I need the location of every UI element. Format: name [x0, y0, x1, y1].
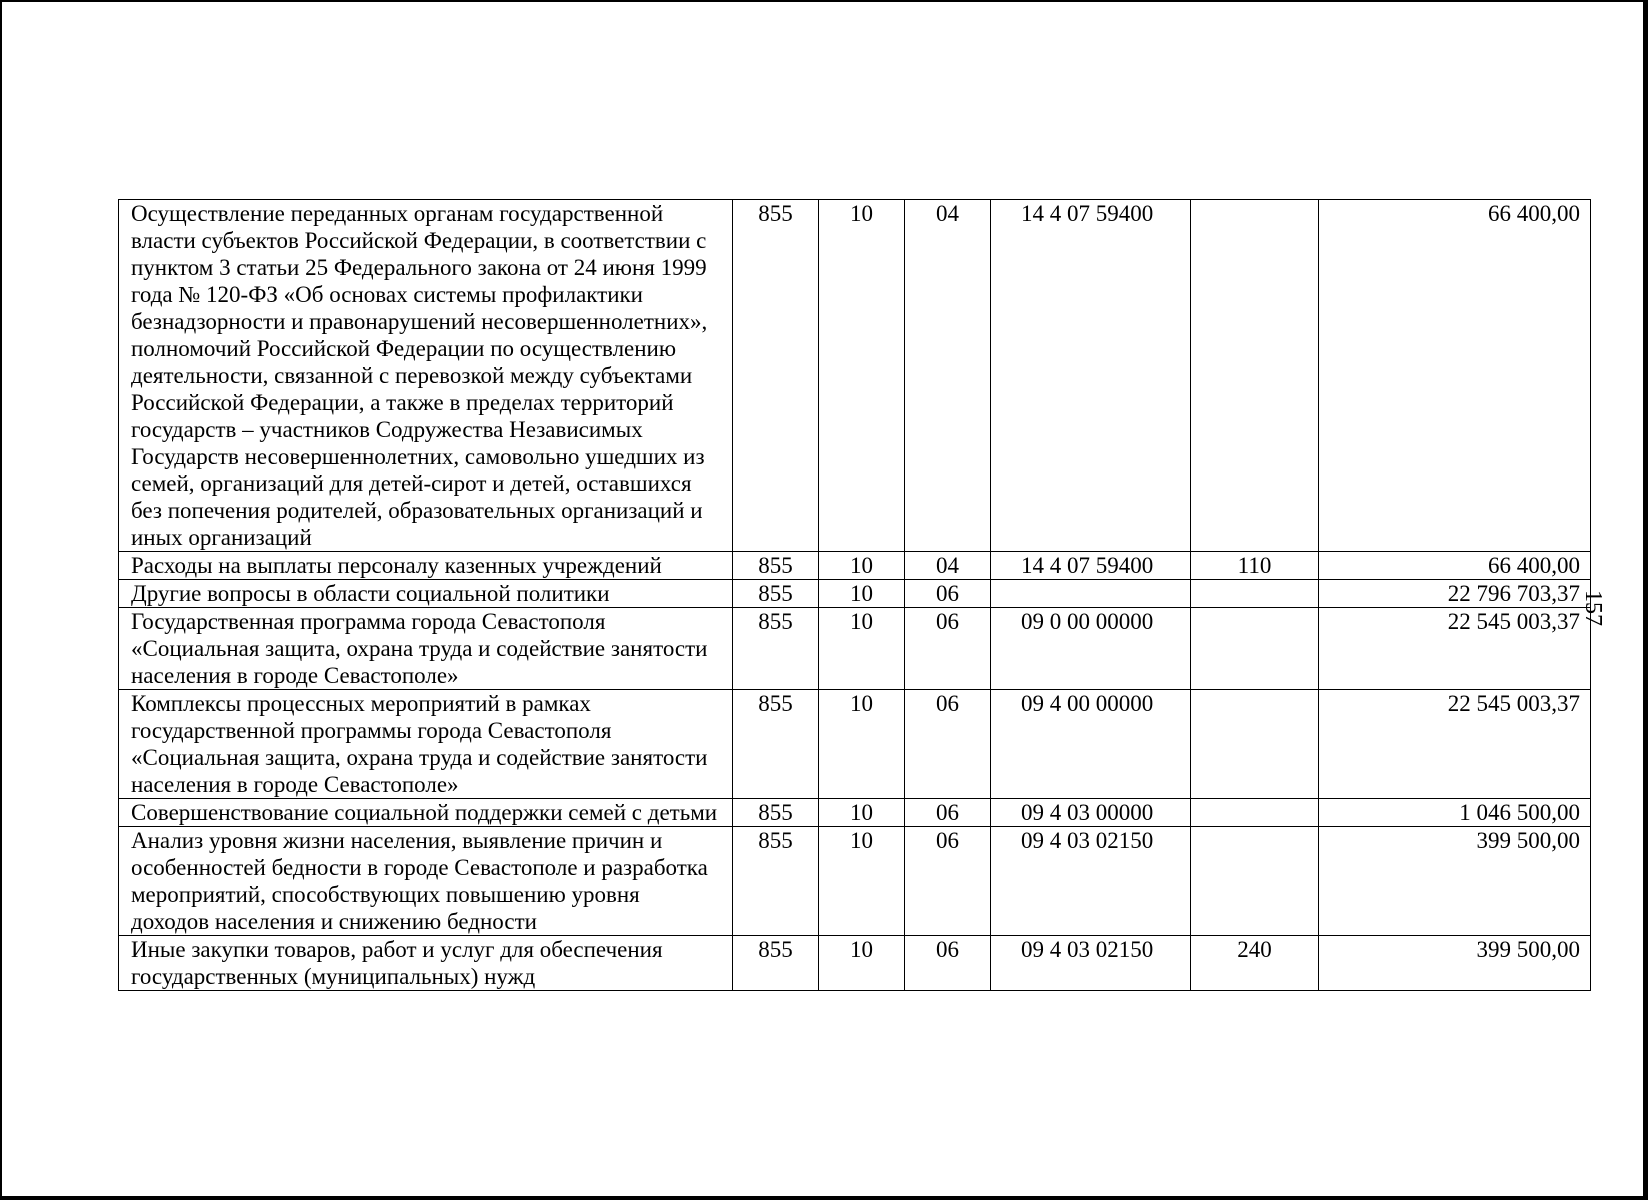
- row-expense-type: [1191, 580, 1319, 608]
- row-expense-type: [1191, 690, 1319, 799]
- row-target-article: 14 4 07 59400: [991, 200, 1191, 552]
- row-name: Совершенствование социальной поддержки семей с детьми: [119, 799, 733, 827]
- row-amount: 66 400,00: [1319, 552, 1591, 580]
- scan-right-edge: [1643, 2, 1648, 1198]
- row-amount: 22 545 003,37: [1319, 608, 1591, 690]
- row-section: 10: [819, 552, 905, 580]
- row-expense-type: [1191, 200, 1319, 552]
- row-ministry: 855: [733, 552, 819, 580]
- row-target-article: 09 4 00 00000: [991, 690, 1191, 799]
- row-amount: 399 500,00: [1319, 827, 1591, 936]
- row-subsection: 06: [905, 827, 991, 936]
- table-row: [119, 799, 1591, 827]
- table-row: [119, 608, 1591, 690]
- budget-table: [118, 199, 1591, 991]
- row-amount: 22 545 003,37: [1319, 690, 1591, 799]
- row-section: 10: [819, 799, 905, 827]
- page-number: 157: [1580, 590, 1606, 626]
- row-subsection: 06: [905, 936, 991, 991]
- row-name: Иные закупки товаров, работ и услуг для обеспечения государственных (муниципальных) нужд: [119, 936, 733, 991]
- row-section: 10: [819, 936, 905, 991]
- row-target-article: 09 4 03 00000: [991, 799, 1191, 827]
- row-section: 10: [819, 608, 905, 690]
- row-amount: 66 400,00: [1319, 200, 1591, 552]
- row-subsection: 04: [905, 200, 991, 552]
- table-row: [119, 827, 1591, 936]
- row-section: 10: [819, 200, 905, 552]
- row-expense-type: [1191, 608, 1319, 690]
- row-subsection: 06: [905, 799, 991, 827]
- table-row: [119, 200, 1591, 552]
- row-expense-type: 110: [1191, 552, 1319, 580]
- row-name: Расходы на выплаты персоналу казенных учреждений: [119, 552, 733, 580]
- row-expense-type: 240: [1191, 936, 1319, 991]
- row-ministry: 855: [733, 580, 819, 608]
- row-section: 10: [819, 690, 905, 799]
- table-row: [119, 936, 1591, 991]
- row-amount: 399 500,00: [1319, 936, 1591, 991]
- row-section: 10: [819, 580, 905, 608]
- row-ministry: 855: [733, 200, 819, 552]
- row-name: Анализ уровня жизни населения, выявление причин и особенностей бедности в городе Севастополе и разработка мероприятий, способствующих повышению уровня доходов населения и снижению бедности: [119, 827, 733, 936]
- row-ministry: 855: [733, 827, 819, 936]
- row-subsection: 06: [905, 690, 991, 799]
- row-subsection: 06: [905, 608, 991, 690]
- row-target-article: 14 4 07 59400: [991, 552, 1191, 580]
- row-amount: 1 046 500,00: [1319, 799, 1591, 827]
- row-name: Комплексы процессных мероприятий в рамках государственной программы города Севастополя «Социальная защита, охрана труда и содействие занятости населения в городе Севастополе»: [119, 690, 733, 799]
- row-target-article: 09 4 03 02150: [991, 936, 1191, 991]
- row-section: 10: [819, 827, 905, 936]
- table-row: [119, 690, 1591, 799]
- row-name: Другие вопросы в области социальной политики: [119, 580, 733, 608]
- row-subsection: 06: [905, 580, 991, 608]
- row-name: Государственная программа города Севастополя «Социальная защита, охрана труда и содействие занятости населения в городе Севастополе»: [119, 608, 733, 690]
- row-target-article: 09 4 03 02150: [991, 827, 1191, 936]
- table-row: [119, 552, 1591, 580]
- row-expense-type: [1191, 827, 1319, 936]
- row-target-article: [991, 580, 1191, 608]
- row-target-article: 09 0 00 00000: [991, 608, 1191, 690]
- row-ministry: 855: [733, 690, 819, 799]
- row-ministry: 855: [733, 608, 819, 690]
- row-amount: 22 796 703,37: [1319, 580, 1591, 608]
- row-subsection: 04: [905, 552, 991, 580]
- row-ministry: 855: [733, 936, 819, 991]
- row-expense-type: [1191, 799, 1319, 827]
- row-name: Осуществление переданных органам государственной власти субъектов Российской Федерации, в соответствии с пунктом 3 статьи 25 Федерального закона от 24 июня 1999 года № 120-ФЗ «Об основах системы профилактики безнадзорности и правонарушений несовершеннолетних», полномочий Российской Федерации по осуществлению деятельности, связанной с перевозкой между субъектами Российской Федерации, а также в пределах территорий государств – участников Содружества Независимых Государств несовершеннолетних, самовольно ушедших из семей, организаций для детей-сирот и детей, оставшихся без попечения родителей, образовательных организаций и иных организаций: [119, 200, 733, 552]
- table-row: [119, 580, 1591, 608]
- row-ministry: 855: [733, 799, 819, 827]
